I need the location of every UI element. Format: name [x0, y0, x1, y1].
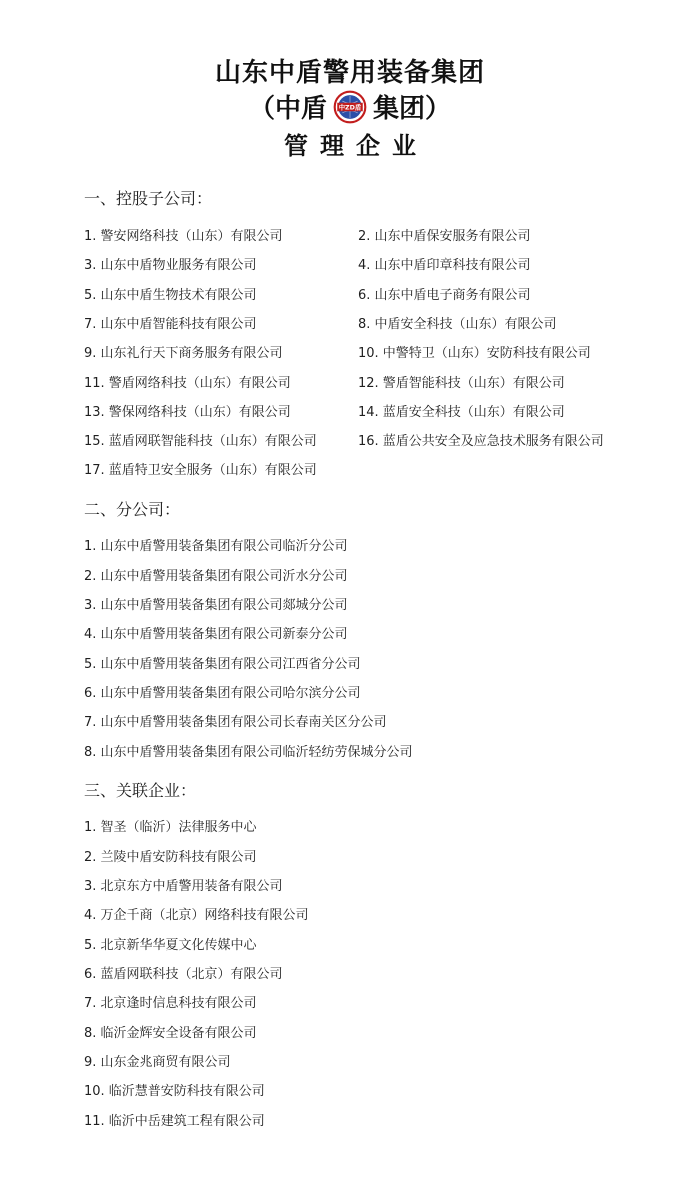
- list-item: 15. 蓝盾网联智能科技（山东）有限公司: [84, 434, 317, 449]
- list-item: 8. 临沂金辉安全设备有限公司: [84, 1026, 257, 1041]
- list-item: 3. 北京东方中盾警用装备有限公司: [84, 879, 283, 894]
- list-item: 16. 蓝盾公共安全及应急技术服务有限公司: [358, 434, 604, 449]
- list-item: 10. 临沂慧普安防科技有限公司: [84, 1084, 265, 1099]
- list-item: 17. 蓝盾特卫安全服务（山东）有限公司: [84, 463, 317, 478]
- list-item: 8. 山东中盾警用装备集团有限公司临沂轻纺劳保城分公司: [84, 745, 413, 760]
- list-item: 2. 兰陵中盾安防科技有限公司: [84, 850, 257, 865]
- list-item: 4. 山东中盾警用装备集团有限公司新泰分公司: [84, 627, 348, 642]
- list-item: 7. 山东中盾警用装备集团有限公司长春南关区分公司: [84, 715, 387, 730]
- group-subtitle: [0, 88, 700, 125]
- zhongdun-logo-icon: [333, 90, 367, 124]
- list-item: 1. 警安网络科技（山东）有限公司: [84, 229, 283, 244]
- list-item: 13. 警保网络科技（山东）有限公司: [84, 405, 291, 420]
- section-heading-branches: 二、分公司：: [84, 500, 181, 519]
- list-item: 1. 智圣（临沂）法律服务中心: [84, 820, 257, 835]
- list-item: 2. 山东中盾警用装备集团有限公司沂水分公司: [84, 569, 348, 584]
- list-item: 6. 蓝盾网联科技（北京）有限公司: [84, 967, 283, 982]
- list-item: 7. 北京逢时信息科技有限公司: [84, 996, 257, 1011]
- list-item: 14. 蓝盾安全科技（山东）有限公司: [358, 405, 565, 420]
- management-title: 管理企业: [284, 132, 428, 160]
- subtitle-left: （中盾: [248, 94, 327, 124]
- list-item: 3. 山东中盾物业服务有限公司: [84, 258, 257, 273]
- list-item: 2. 山东中盾保安服务有限公司: [358, 229, 531, 244]
- list-item: 4. 山东中盾印章科技有限公司: [358, 258, 531, 273]
- list-item: 10. 中警特卫（山东）安防科技有限公司: [358, 346, 591, 361]
- list-item: 5. 北京新华华夏文化传媒中心: [84, 938, 257, 953]
- list-item: 9. 山东金兆商贸有限公司: [84, 1055, 231, 1070]
- section-heading-affiliates: 三、关联企业：: [84, 781, 197, 800]
- logo-text: 中ZD盾: [338, 103, 362, 112]
- list-item: 6. 山东中盾电子商务有限公司: [358, 288, 531, 303]
- list-item: 4. 万企千商（北京）网络科技有限公司: [84, 908, 309, 923]
- list-item: 3. 山东中盾警用装备集团有限公司郯城分公司: [84, 598, 348, 613]
- subtitle-right: 集团）: [373, 94, 452, 124]
- list-item: 5. 山东中盾警用装备集团有限公司江西省分公司: [84, 657, 361, 672]
- list-item: 9. 山东礼行天下商务服务有限公司: [84, 346, 283, 361]
- section-heading-subsidiaries: 一、控股子公司：: [84, 189, 213, 208]
- list-item: 1. 山东中盾警用装备集团有限公司临沂分公司: [84, 539, 348, 554]
- page-title: 山东中盾警用装备集团: [214, 58, 485, 88]
- list-item: 11. 临沂中岳建筑工程有限公司: [84, 1114, 265, 1129]
- list-item: 11. 警盾网络科技（山东）有限公司: [84, 376, 291, 391]
- list-item: 12. 警盾智能科技（山东）有限公司: [358, 376, 565, 391]
- list-item: 8. 中盾安全科技（山东）有限公司: [358, 317, 557, 332]
- list-item: 6. 山东中盾警用装备集团有限公司哈尔滨分公司: [84, 686, 361, 701]
- list-item: 7. 山东中盾智能科技有限公司: [84, 317, 257, 332]
- list-item: 5. 山东中盾生物技术有限公司: [84, 288, 257, 303]
